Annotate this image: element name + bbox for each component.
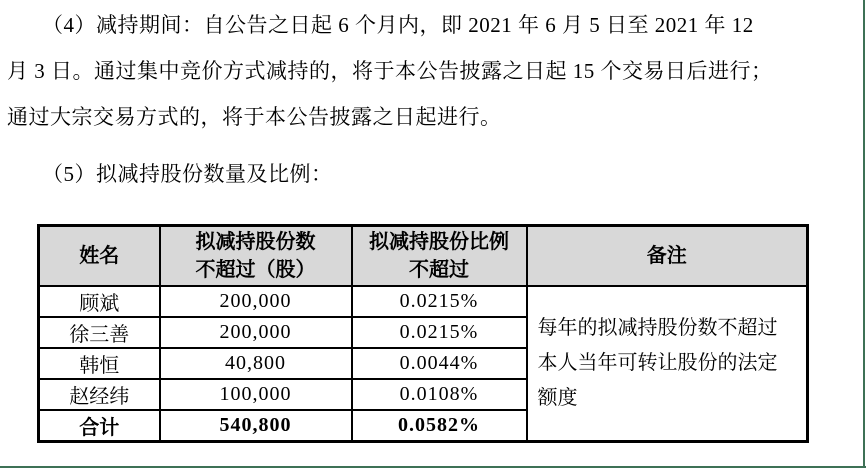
remark-line-1: 每年的拟减持股份数不超过 xyxy=(537,316,778,339)
cell-ratio: 0.0044% xyxy=(352,348,527,379)
cell-name: 徐三善 xyxy=(39,317,160,348)
table-header-row xyxy=(39,226,808,286)
cell-ratio: 0.0215% xyxy=(352,286,527,317)
page-edge-rule-bottom xyxy=(0,466,866,468)
header-ratio-line2: 不超过 xyxy=(409,258,469,281)
page-edge-rule-right xyxy=(863,0,865,468)
remark-line-3: 额度 xyxy=(537,386,578,409)
cell-total-shares: 540,800 xyxy=(160,410,352,442)
cell-ratio: 0.0108% xyxy=(352,379,527,410)
header-shares xyxy=(160,226,352,286)
remark-line-2: 本人当年可转让股份的法定 xyxy=(537,351,778,374)
header-shares-line1: 拟减持股份数 xyxy=(195,230,316,253)
cell-shares: 100,000 xyxy=(160,379,352,410)
header-ratio-line1: 拟减持股份比例 xyxy=(369,230,509,253)
cell-shares: 40,800 xyxy=(160,348,352,379)
cell-name: 顾斌 xyxy=(39,286,160,317)
cell-name: 赵经纬 xyxy=(39,379,160,410)
header-name xyxy=(39,226,160,286)
cell-shares: 200,000 xyxy=(160,317,352,348)
header-name-label: 姓名 xyxy=(79,244,120,267)
reduction-plan-table xyxy=(37,224,809,443)
paragraph-4-line-2: 月 3 日。通过集中竞价方式减持的，将于本公告披露之日起 15 个交易日后进行； xyxy=(7,59,773,83)
cell-total-ratio: 0.0582% xyxy=(352,410,527,442)
cell-name: 韩恒 xyxy=(39,348,160,379)
cell-total-label: 合计 xyxy=(39,410,160,442)
table-row xyxy=(39,286,808,317)
paragraph-4-line-1: （4）减持期间：自公告之日起 6 个月内，即 2021 年 6 月 5 日至 2021 年 12 xyxy=(42,13,754,37)
header-ratio xyxy=(352,226,527,286)
cell-shares: 200,000 xyxy=(160,286,352,317)
header-shares-line2: 不超过（股） xyxy=(195,258,316,281)
paragraph-4-line-3: 通过大宗交易方式的，将于本公告披露之日起进行。 xyxy=(7,105,502,129)
paragraph-5-heading: （5）拟减持股份数量及比例： xyxy=(42,162,333,186)
cell-remark xyxy=(527,286,808,442)
cell-ratio: 0.0215% xyxy=(352,317,527,348)
header-remark-label: 备注 xyxy=(646,244,687,267)
header-remark xyxy=(527,226,808,286)
